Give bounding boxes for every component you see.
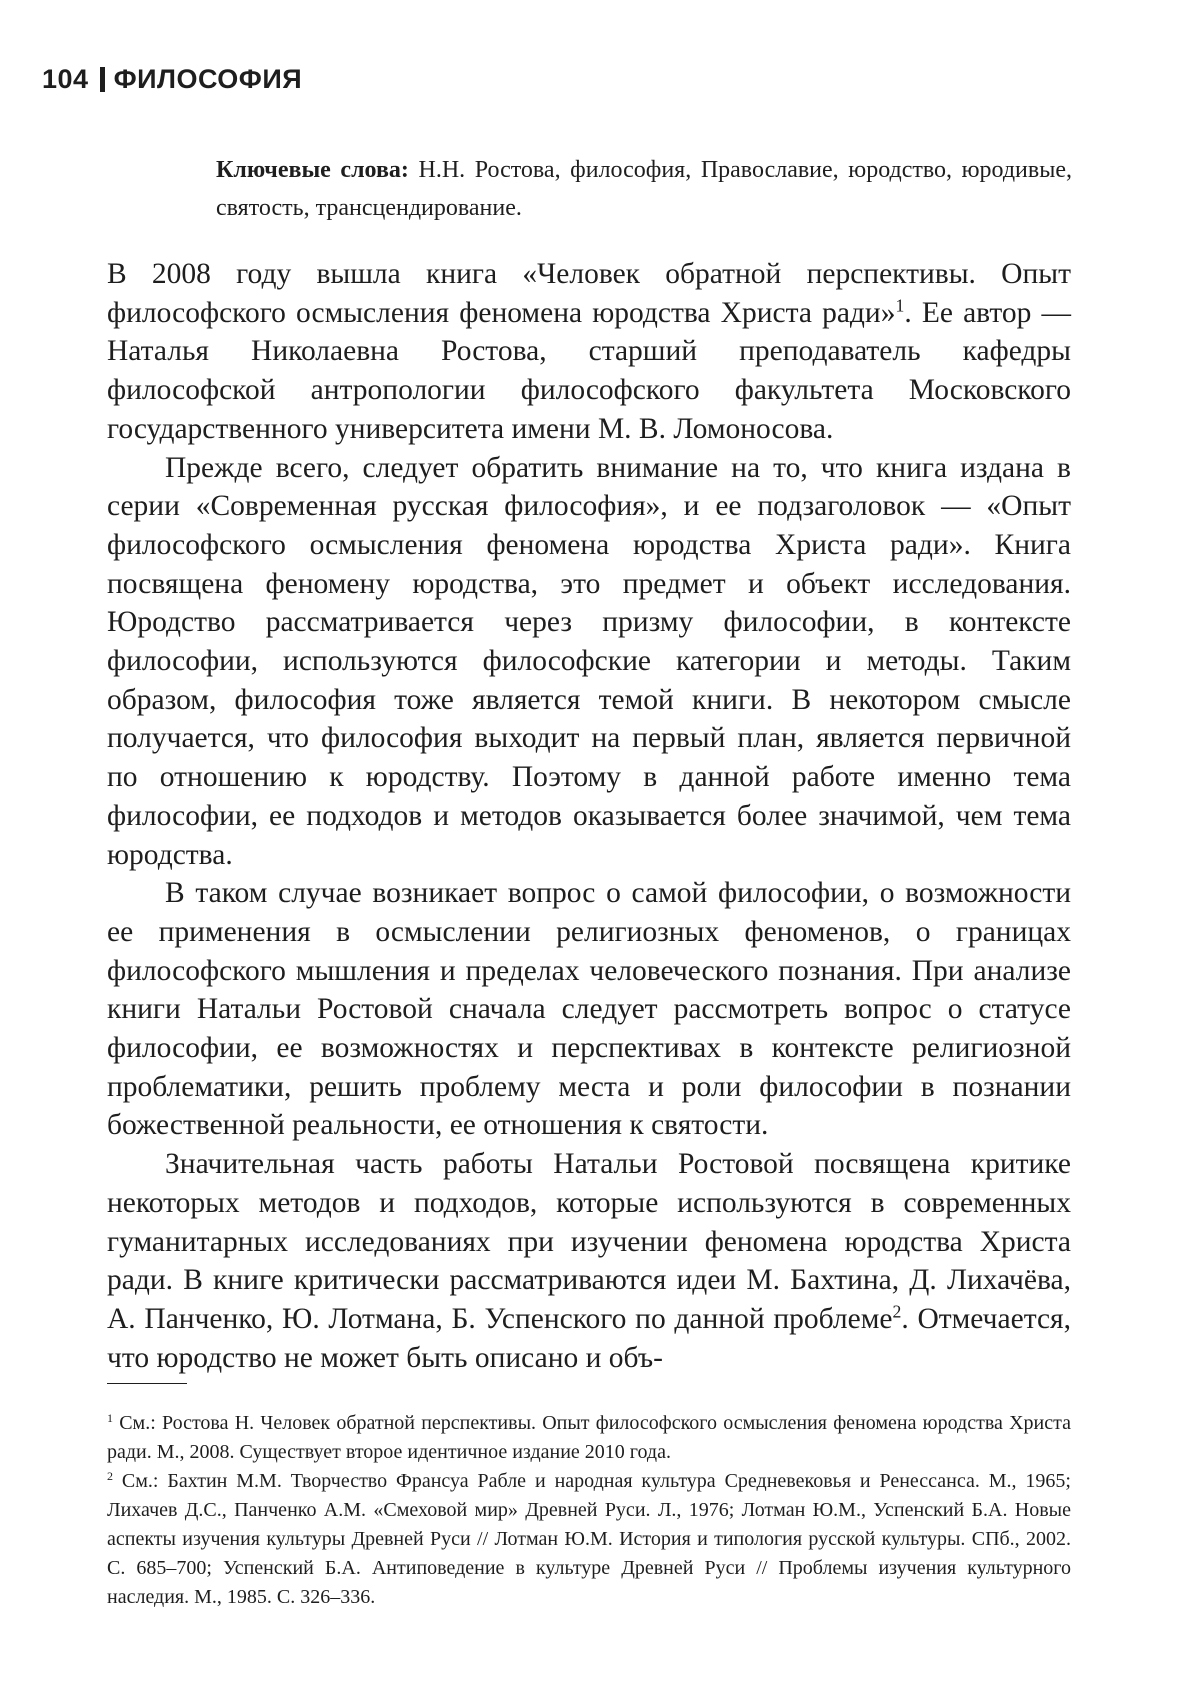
running-header bbox=[42, 64, 302, 95]
footnotes bbox=[107, 1409, 1071, 1612]
header-divider bbox=[100, 67, 105, 92]
footnote-mark: 1 bbox=[107, 1410, 113, 1425]
section-title: ФИЛОСОФИЯ bbox=[113, 64, 303, 94]
paragraph: В таком случае возникает вопрос о самой философии, о возможности ее применения в осмыслении религиозных феноменов, о границах философского мышления и пределах человеческого познания. При анализе книги Натальи Ростовой сначала следует рассмотреть вопрос о статусе философии, ее возможностях и перспективах в контексте религиозной проблематики, решить проблему места и роли философии в познании божественной реальности, ее отношения к святости. bbox=[107, 877, 1071, 1142]
paragraph-text: . Отмечается, что юродство не может быть описано и объ- bbox=[107, 1302, 1071, 1374]
footnote-text: См.: Ростова Н. Человек обратной перспективы. Опыт философского осмысления феномена юродства Христа ради. М., 2008. Существует второе идентичное издание 2010 года. bbox=[107, 1412, 1071, 1463]
article-body bbox=[107, 255, 1071, 1377]
page-number: 104 bbox=[42, 64, 89, 94]
paragraph bbox=[107, 255, 1071, 449]
footnote-mark: 2 bbox=[107, 1468, 113, 1483]
footnote-separator bbox=[107, 1383, 187, 1384]
footnote-text: См.: Бахтин М.М. Творчество Франсуа Рабле и народная культура Средневековья и Ренессанса. М., 1965; Лихачев Д.С., Панченко А.М. «Смеховой мир» Древней Руси. Л., 1976; Лотман Ю.М., Успенский Б.А. Новые аспекты изучения культуры Древней Руси // Лотман Ю.М. История и типология русской культуры. СПб., 2002. С. 685–700; Успенский Б.А. Антиповедение в культуре Древней Руси // Проблемы изучения культурного наследия. М., 1985. С. 326–336. bbox=[107, 1470, 1071, 1608]
paragraph-text: В 2008 году вышла книга «Человек обратной перспективы. Опыт философского осмысления феномена юродства Христа ради» bbox=[107, 258, 1071, 329]
paragraph-text: Значительная часть работы Натальи Ростовой посвящена критике некоторых методов и подходов, которые используются в современных гуманитарных исследованиях при изучении феномена юродства Христа ради. В книге критически рассматриваются идеи М. Бахтина, Д. Лихачёва, А. Панченко, Ю. Лотмана, Б. Успенского по данной проблеме bbox=[107, 1148, 1071, 1335]
footnote bbox=[107, 1409, 1071, 1467]
paragraph bbox=[107, 1145, 1071, 1377]
footnote-ref: 1 bbox=[895, 295, 905, 316]
paragraph-text: . Ее автор — Наталья Николаевна Ростова, старший преподаватель кафедры философской антропологии философского факультета Московского государственного университета имени М. В. Ломоносова. bbox=[107, 296, 1071, 445]
paragraph: Прежде всего, следует обратить внимание на то, что книга издана в серии «Современная русская философия», и ее подзаголовок — «Опыт философского осмысления феномена юродства Христа ради». Книга посвящена феномену юродства, это предмет и объект исследования. Юродство рассматривается через призму философии, в контексте философии, используются философские категории и методы. Таким образом, философия тоже является темой книги. В некотором смысле получается, что философия выходит на первый план, является первичной по отношению к юродству. Поэтому в данной работе именно тема философии, ее подходов и методов оказывается более значимой, чем тема юродства. bbox=[107, 451, 1071, 871]
footnote bbox=[107, 1467, 1071, 1612]
keywords-text: Н.Н. Ростова, философия, Православие, юродство, юродивые, святость, трансцендирование. bbox=[216, 157, 1073, 221]
keywords-block bbox=[216, 151, 1072, 227]
keywords-label: Ключевые слова: bbox=[216, 157, 409, 183]
footnote-ref: 2 bbox=[892, 1301, 902, 1322]
